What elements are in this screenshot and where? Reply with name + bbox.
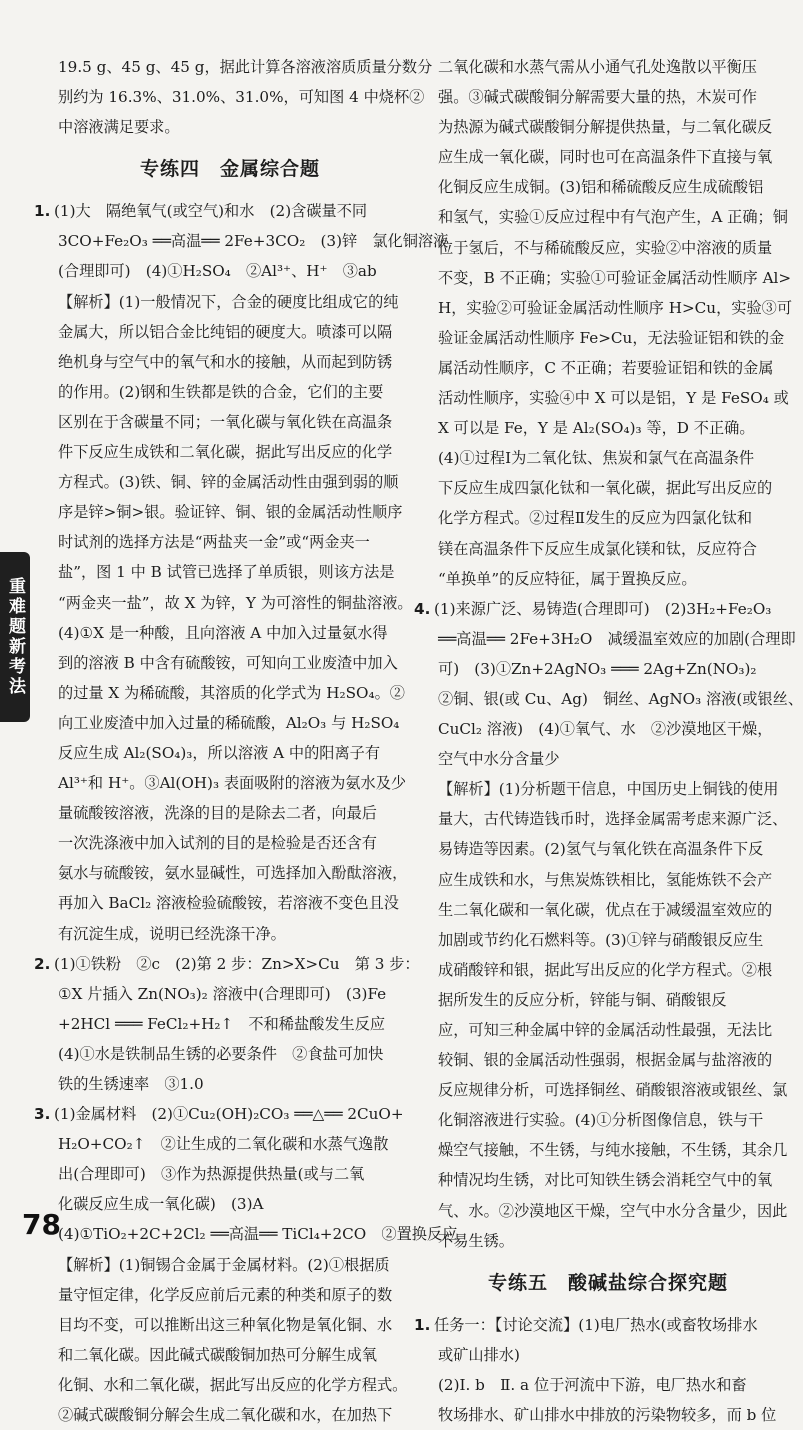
text-line: 较铜、银的金属活动性强弱，根据金属与盐溶液的 <box>438 1051 773 1070</box>
text-line: 化学方程式。②过程Ⅱ发生的反应为四氯化钛和 <box>438 509 753 528</box>
text-line: 出(合理即可) ③作为热源提供热量(或与二氧 <box>58 1165 365 1184</box>
text-line: 和氢气，实验①反应过程中有气泡产生，A 正确；铜 <box>438 208 788 227</box>
text-line: “两金夹一盐”，故 X 为锌，Y 为可溶性的铜盐溶液。 <box>58 593 413 612</box>
text-line: 不易生锈。 <box>438 1231 514 1250</box>
text-line: 验证金属活动性顺序 Fe>Cu，无法验证铝和铁的金 <box>438 328 785 347</box>
intro-block <box>58 52 433 142</box>
text-line: CuCl₂ 溶液) (4)①氧气、水 ②沙漠地区干燥， <box>438 720 773 739</box>
text-line: 可) (3)①Zn+2AgNO₃ ═══ 2Ag+Zn(NO₃)₂ <box>438 659 757 678</box>
text-line: 为热源为碱式碳酸铜分解提供热量，与二氧化碳反 <box>438 118 773 137</box>
text-line: (1)来源广泛、易铸造(合理即可) (2)3H₂+Fe₂O₃ <box>434 599 772 618</box>
question-number: 1. <box>414 1315 431 1334</box>
text-line: 应，可知三种金属中锌的金属活动性最强，无法比 <box>438 1021 773 1039</box>
question-number: 4. <box>414 599 431 618</box>
section-title-metal: 专练四 金属综合题 <box>139 158 320 181</box>
question-2-answer <box>34 949 420 1099</box>
question-3-analysis-continued <box>438 52 793 594</box>
text-line: 量硫酸铵溶液，洗涤的目的是除去二者，向最后 <box>58 804 377 823</box>
text-line: 氨水与硫酸铵，氨水显碱性，可选择加入酚酞溶液， <box>58 864 408 883</box>
text-line: 目均不变，可以推断出这三种氧化物是氧化铜、水 <box>58 1315 393 1334</box>
text-line: ②铜、银(或 Cu、Ag) 铜丝、AgNO₃ 溶液(或银丝、 <box>438 689 803 708</box>
text-line: 种情况均生锈，对比可知铁生锈会消耗空气中的氧 <box>438 1171 773 1190</box>
text-line: 绝机身与空气中的氧气和水的接触，从而起到防锈 <box>58 352 393 371</box>
text-line: 别约为 16.3%、31.0%、31.0%，可知图 4 中烧杯② <box>58 88 425 107</box>
text-line: 时试剂的选择方法是“两盐夹一金”或“两金夹一 <box>58 533 370 552</box>
text-line: 铁的生锈速率 ③1.0 <box>58 1075 204 1093</box>
text-line: (4)①过程Ⅰ为二氧化钛、焦炭和氯气在高温条件 <box>438 449 755 468</box>
text-line: 不变，B 不正确；实验①可验证金属活动性顺序 Al> <box>438 268 792 287</box>
text-line: 反应规律分析，可选择铜丝、硝酸银溶液或银丝、氯 <box>438 1081 788 1100</box>
text-line: 化碳反应生成一氧化碳) (3)A <box>58 1195 264 1214</box>
text-line: (2)Ⅰ. b Ⅱ. a 位于河流中下游，电厂热水和畜 <box>438 1375 747 1394</box>
text-line: 属活动性顺序，C 不正确；若要验证铝和铁的金属 <box>438 358 774 377</box>
text-line: 到的溶液 B 中含有硫酸铵，可知向工业废渣中加入 <box>58 653 398 672</box>
text-line: 量守恒定律，化学反应前后元素的种类和原子的数 <box>58 1285 393 1304</box>
text-line: 【解析】(1)分析题干信息，中国历史上铜钱的使用 <box>438 780 779 799</box>
text-line: 空气中水分含量少 <box>438 750 560 769</box>
text-line: 中溶液满足要求。 <box>58 118 180 137</box>
question-number: 3. <box>34 1105 51 1124</box>
text-line: X 可以是 Fe，Y 是 Al₂(SO₄)₃ 等，D 不正确。 <box>438 419 755 438</box>
text-line: (1)大 隔绝氧气(或空气)和水 (2)含碳量不同 <box>54 202 368 221</box>
text-line: 强。③碱式碳酸铜分解需要大量的热，木炭可作 <box>438 88 757 107</box>
question-4-answer <box>414 594 803 1256</box>
text-line: 化铜溶液进行实验。(4)①分析图像信息，铁与干 <box>438 1111 764 1130</box>
text-line: 二氧化碳和水蒸气需从小通气孔处逸散以平衡压 <box>438 58 757 76</box>
text-line: H₂O+CO₂↑ ②让生成的二氧化碳和水蒸气逸散 <box>58 1135 389 1154</box>
text-line: 一次洗涤液中加入试剂的目的是检验是否还含有 <box>58 834 377 853</box>
text-line: 金属大，所以铝合金比纯铝的硬度大。喷漆可以隔 <box>58 322 393 341</box>
text-line: 气、水。②沙漠地区干燥，空气中水分含量少，因此 <box>438 1201 788 1220</box>
text-line: 19.5 g、45 g、45 g，据此计算各溶液溶质质量分数分 <box>58 58 433 76</box>
text-line: 盐”，图 1 中 B 试管已选择了单质银，则该方法是 <box>58 563 395 582</box>
text-line: 位于氢后，不与稀硫酸反应，实验②中溶液的质量 <box>438 238 773 257</box>
text-line: 或矿山排水) <box>438 1345 520 1364</box>
section-title-acid-base-salt: 专练五 酸碱盐综合探究题 <box>487 1271 728 1294</box>
text-line: 3CO+Fe₂O₃ ══高温══ 2Fe+3CO₂ (3)锌 氯化铜溶液 <box>58 232 449 251</box>
text-line: 易铸造等因素。(2)氢气与氧化铁在高温条件下反 <box>438 840 764 859</box>
text-line: 应生成铁和水，与焦炭炼铁相比，氢能炼铁不会产 <box>438 870 773 889</box>
text-line: ②碱式碳酸铜分解会生成二氧化碳和水，在加热下 <box>58 1406 393 1425</box>
text-line: 有沉淀生成，说明已经洗涤干净。 <box>58 924 286 943</box>
text-line: 应生成一氧化碳，同时也可在高温条件下直接与氧 <box>438 148 773 167</box>
text-line: (1)金属材料 (2)①Cu₂(OH)₂CO₃ ══△══ 2CuO+ <box>54 1105 404 1124</box>
question-number: 1. <box>34 202 51 221</box>
text-line: 量大，古代铸造钱币时，选择金属需考虑来源广泛、 <box>438 810 788 829</box>
text-line: +2HCl ═══ FeCl₂+H₂↑ 不和稀盐酸发生反应 <box>58 1014 386 1033</box>
text-line: (合理即可) (4)①H₂SO₄ ②Al³⁺、H⁺ ③ab <box>58 262 377 281</box>
section-side-tab: 重难题新考法 <box>0 552 30 722</box>
text-line: 【解析】(1)铜锡合金属于金属材料。(2)①根据质 <box>58 1255 390 1274</box>
text-line: 再加入 BaCl₂ 溶液检验硫酸铵，若溶液不变色且没 <box>58 894 399 913</box>
text-line: 序是锌>铜>银。验证锌、铜、银的金属活动性顺序 <box>58 503 403 522</box>
text-line: Al³⁺和 H⁺。③Al(OH)₃ 表面吸附的溶液为氨水及少 <box>58 774 407 793</box>
text-line: 化铜反应生成铜。(3)铝和稀硫酸反应生成硫酸铝 <box>438 178 764 197</box>
section5-question-1-answer <box>414 1310 778 1430</box>
text-line: ══高温══ 2Fe+3H₂O 减缓温室效应的加剧(合理即 <box>438 629 796 648</box>
text-line: 据所发生的反应分析，锌能与铜、硝酸银反 <box>438 990 727 1009</box>
text-line: 反应生成 Al₂(SO₄)₃，所以溶液 A 中的阳离子有 <box>58 743 381 762</box>
text-line: (4)①X 是一种酸，且向溶液 A 中加入过量氨水得 <box>58 623 388 642</box>
question-number: 2. <box>34 954 51 973</box>
text-line: 向工业废渣中加入过量的稀硫酸，Al₂O₃ 与 H₂SO₄ <box>58 713 400 732</box>
text-line: H，实验②可验证金属活动性顺序 H>Cu，实验③可 <box>438 298 793 317</box>
text-line: (4)①水是铁制品生锈的必要条件 ②食盐可加快 <box>58 1044 384 1063</box>
text-line: 件下反应生成铁和二氧化碳，据此写出反应的化学 <box>58 443 393 462</box>
question-1-answer <box>34 196 449 948</box>
text-line: (1)①铁粉 ②c (2)第 2 步：Zn>X>Cu 第 3 步： <box>54 954 420 973</box>
page-number: 78 <box>22 1208 61 1241</box>
text-line: 燥空气接触，不生锈，与纯水接触，不生锈，其余几 <box>438 1141 788 1160</box>
text-line: (4)①TiO₂+2C+2Cl₂ ══高温══ TiCl₄+2CO ②置换反应 <box>58 1225 458 1244</box>
text-line: 下反应生成四氯化钛和一氧化碳，据此写出反应的 <box>438 479 773 498</box>
text-line: 加剧或节约化石燃料等。(3)①锌与硝酸银反应生 <box>438 930 764 949</box>
text-line: 区别在于含碳量不同；一氧化碳与氧化铁在高温条 <box>58 412 393 431</box>
text-line: 牧场排水、矿山排水中排放的污染物较多，而 b 位 <box>438 1406 777 1425</box>
text-line: ①X 片插入 Zn(NO₃)₂ 溶液中(合理即可) (3)Fe <box>58 984 387 1003</box>
text-line: 活动性顺序，实验④中 X 可以是铝，Y 是 FeSO₄ 或 <box>438 389 789 408</box>
text-line: 的过量 X 为稀硫酸，其溶质的化学式为 H₂SO₄。② <box>58 683 405 702</box>
text-line: 的作用。(2)钢和生铁都是铁的合金，它们的主要 <box>58 382 384 401</box>
right-column <box>414 52 803 1430</box>
text-line: 化铜、水和二氧化碳，据此写出反应的化学方程式。 <box>58 1375 408 1394</box>
text-line: 【解析】(1)一般情况下，合金的硬度比组成它的纯 <box>58 292 399 311</box>
text-line: 方程式。(3)铁、铜、锌的金属活动性由强到弱的顺 <box>58 473 399 492</box>
text-line: 成硝酸锌和银，据此写出反应的化学方程式。②根 <box>438 960 773 979</box>
text-line: “单换单”的反应特征，属于置换反应。 <box>438 569 697 588</box>
text-line: 任务一：【讨论交流】(1)电厂热水(或畜牧场排水 <box>434 1315 758 1334</box>
text-line: 生二氧化碳和一氧化碳，优点在于减缓温室效应的 <box>438 900 773 919</box>
text-line: 镁在高温条件下反应生成氯化镁和钛，反应符合 <box>438 539 757 558</box>
text-line: 和二氧化碳。因此碱式碳酸铜加热可分解生成氧 <box>58 1345 377 1364</box>
